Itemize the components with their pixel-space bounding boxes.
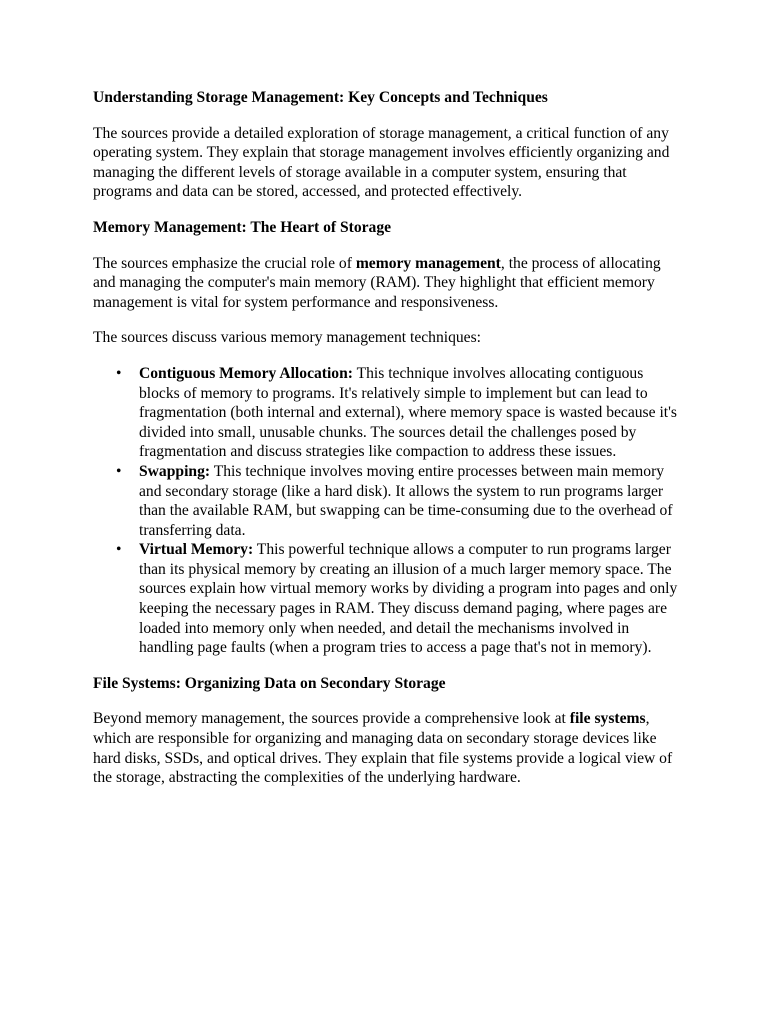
bullet-icon: • xyxy=(116,364,122,382)
document-page xyxy=(93,88,683,804)
intro-paragraph: The sources provide a detailed exploration of storage management, a critical function of any operating system. They explain that storage management involves efficiently organizing and managing the different levels of storage available in a computer system, ensuring that programs and data can be stored, accessed, and protected effectively. xyxy=(93,124,670,201)
techniques-list xyxy=(93,364,683,658)
bullet-icon: • xyxy=(116,462,122,480)
files-para-text-after: , which are responsible for organizing and managing data on secondary storage devices like hard disks, SSDs, and optical drives. They explain that file systems provide a logical view of the storage, abstracting the complexities of the underlying hardware. xyxy=(93,710,673,787)
list-item-swapping xyxy=(116,462,683,540)
memory-para-bold-term: memory management xyxy=(355,254,501,272)
list-item-term: Virtual Memory: xyxy=(139,541,254,559)
file-systems-paragraph xyxy=(93,709,683,787)
list-item-term: Swapping: xyxy=(139,462,211,480)
list-item-text: This powerful technique allows a computer to run programs larger than its physical memory by creating an illusion of a much larger memory space. The sources explain how virtual memory works by dividing a program into pages and only keeping the necessary pages in RAM. They discuss demand paging, where pages are loaded into memory only when needed, and detail the mechanisms involved in handling page faults (when a program tries to access a page that's not in memory). xyxy=(139,541,678,657)
list-item-virtual-memory xyxy=(116,540,683,658)
files-para-bold-term: file systems xyxy=(569,710,646,728)
memory-management-heading: Memory Management: The Heart of Storage xyxy=(93,218,392,236)
list-item-text: This technique involves moving entire processes between main memory and secondary storage (like a hard disk). It allows the system to run programs larger than the available RAM, but swapping can be time-consuming due to the overhead of transferring data. xyxy=(139,462,673,539)
bullet-icon: • xyxy=(116,541,122,559)
list-item-term: Contiguous Memory Allocation: xyxy=(139,364,353,382)
list-item-contiguous-allocation xyxy=(116,364,683,462)
memory-para-text-after: , the process of allocating and managing the computer's main memory (RAM). They highlight that efficient memory management is vital for system performance and responsiveness. xyxy=(93,254,661,311)
file-systems-heading: File Systems: Organizing Data on Secondary Storage xyxy=(93,674,446,692)
memory-para-text-before: The sources emphasize the crucial role of xyxy=(93,254,356,272)
files-para-text-before: Beyond memory management, the sources provide a comprehensive look at xyxy=(93,710,570,728)
techniques-intro-paragraph: The sources discuss various memory management techniques: xyxy=(93,329,482,347)
document-title: Understanding Storage Management: Key Concepts and Techniques xyxy=(93,89,548,106)
list-item-text: This technique involves allocating contiguous blocks of memory to programs. It's relatively simple to implement but can lead to fragmentation (both internal and external), where memory space is wasted because it's divided into small, unusable chunks. The sources detail the challenges posed by fragmentation and discuss strategies like compaction to address these issues. xyxy=(139,364,677,461)
memory-management-paragraph xyxy=(93,254,683,313)
